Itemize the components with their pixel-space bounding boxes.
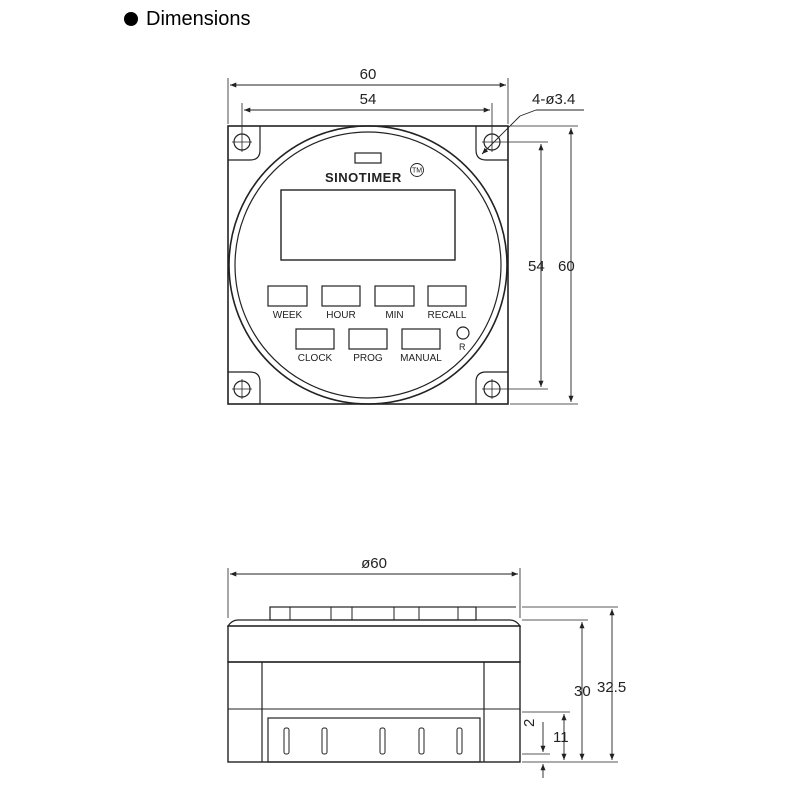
base-offset-label: 2: [521, 718, 538, 727]
trademark-label: TM: [411, 167, 423, 175]
manual-button: [402, 329, 440, 349]
diameter-label: ø60: [361, 555, 387, 572]
overall-height-label: 60: [558, 258, 575, 275]
side-view: [228, 555, 626, 778]
manual-label: MANUAL: [400, 353, 442, 364]
hole-callout-label: 4-ø3.4: [532, 91, 576, 108]
dim-base-offset: [521, 719, 550, 778]
section-title: Dimensions: [146, 7, 251, 30]
side-button-strip: [270, 607, 516, 620]
front-view: [228, 66, 584, 404]
side-bezel: [228, 626, 520, 662]
terminal-height-label: 11: [553, 729, 569, 746]
side-body: [228, 662, 520, 762]
hole-spacing-height-label: 54: [528, 258, 545, 275]
week-button: [268, 286, 307, 306]
reset-label: R: [459, 342, 466, 352]
terminal-slots: [284, 728, 462, 754]
total-height-label: 32.5: [597, 679, 627, 696]
mounting-hole-bottom-left: [228, 372, 260, 404]
indicator-led: [355, 153, 381, 163]
recall-button: [428, 286, 466, 306]
clock-button: [296, 329, 334, 349]
dim-hole-spacing-height: [502, 142, 548, 389]
lcd-display: [281, 190, 455, 260]
clock-label: CLOCK: [297, 353, 333, 364]
recall-label: RECALL: [427, 310, 467, 321]
min-label: MIN: [385, 310, 404, 321]
mounting-hole-bottom-right: [476, 372, 508, 404]
prog-button: [349, 329, 387, 349]
overall-width-label: 60: [359, 66, 377, 83]
reset-button: [457, 327, 469, 339]
hole-spacing-width-label: 54: [359, 91, 377, 108]
body-height-label: 30: [574, 683, 591, 700]
week-label: WEEK: [272, 310, 303, 321]
mounting-hole-top-left: [228, 126, 260, 160]
min-button: [375, 286, 414, 306]
prog-label: PROG: [353, 353, 383, 364]
terminal-block: [268, 718, 480, 762]
brand-name: SINOTIMER: [325, 170, 402, 185]
hour-label: HOUR: [326, 310, 356, 321]
dim-hole-callout: [482, 91, 584, 154]
side-bezel-top: [228, 620, 520, 626]
hour-button: [322, 286, 360, 306]
